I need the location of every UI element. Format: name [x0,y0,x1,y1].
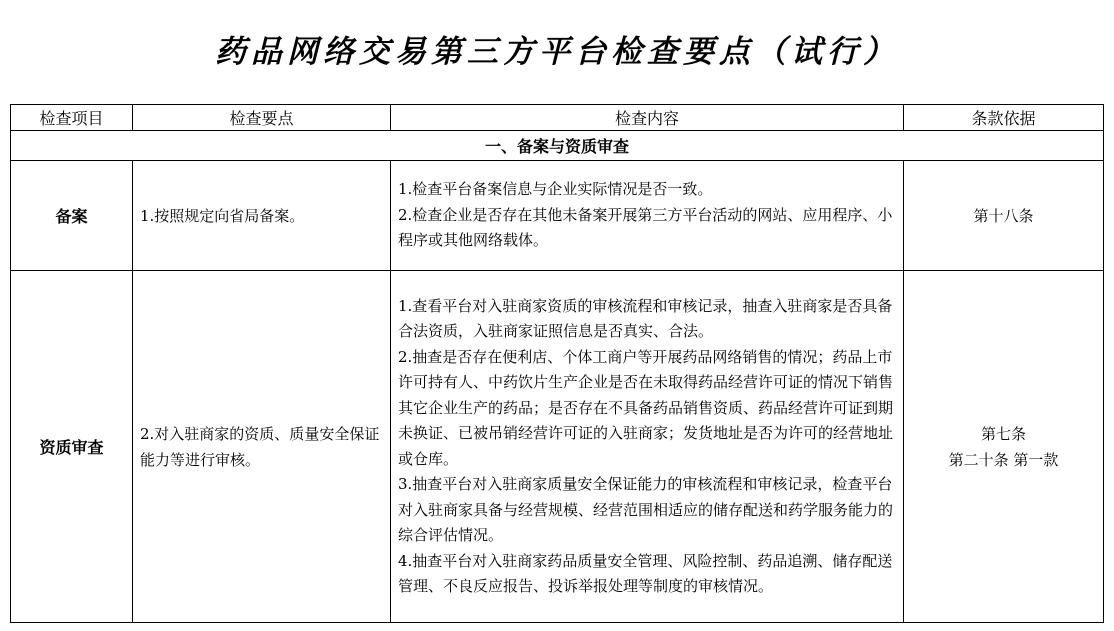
content-line: 1.查看平台对入驻商家资质的审核流程和审核记录，抽查入驻商家是否具备合法资质，入驻商家证照信息是否真实、合法。 [398,296,893,340]
table-row [11,271,1104,623]
page-title: 药品网络交易第三方平台检查要点（试行） [215,34,899,70]
basis-line: 第七条 [980,424,1026,443]
basis-line: 第二十条 第一款 [948,450,1059,469]
basis-cell [904,271,1104,623]
header-basis: 条款依据 [904,105,1104,131]
header-point: 检查要点 [133,105,391,131]
section-row [11,131,1104,161]
content-line: 2.抽查是否存在便利店、个体工商户等开展药品网络销售的情况；药品上市许可持有人、中药饮片生产企业是否在未取得药品经营许可证的情况下销售其它企业生产的药品；是否存在不具备药品销售资质、药品经营许可证到期未换证、已被吊销经营许可证的入驻商家；发货地址是否为许可的经营地址或仓库。 [398,347,894,468]
point-cell: 1.按照规定向省局备案。 [133,161,391,271]
item-cell: 备案 [11,161,133,271]
table-row [11,161,1104,271]
item-cell: 资质审查 [11,271,133,623]
section-title: 一、备案与资质审查 [11,131,1104,161]
inspection-table [10,104,1104,623]
content-line: 3.抽查平台对入驻商家质量安全保证能力的审核流程和审核记录，检查平台对入驻商家具备与经营规模、经营范围相适应的储存配送和药学服务能力的综合评估情况。 [398,475,894,544]
content-line: 1.检查平台备案信息与企业实际情况是否一致。 [398,180,713,199]
basis-line: 第十八条 [973,206,1034,225]
header-content: 检查内容 [391,105,904,131]
header-row [11,105,1104,131]
point-cell: 2.对入驻商家的资质、质量安全保证能力等进行审核。 [133,271,391,623]
content-cell [391,271,904,623]
content-line: 2.检查企业是否存在其他未备案开展第三方平台活动的网站、应用程序、小程序或其他网络载体。 [398,205,893,250]
content-line: 4.抽查平台对入驻商家药品质量安全管理、风险控制、药品追溯、储存配送管理、不良反应报告、投诉举报处理等制度的审核情况。 [398,551,893,595]
basis-cell [904,161,1104,271]
header-item: 检查项目 [11,105,133,131]
content-cell [391,161,904,271]
